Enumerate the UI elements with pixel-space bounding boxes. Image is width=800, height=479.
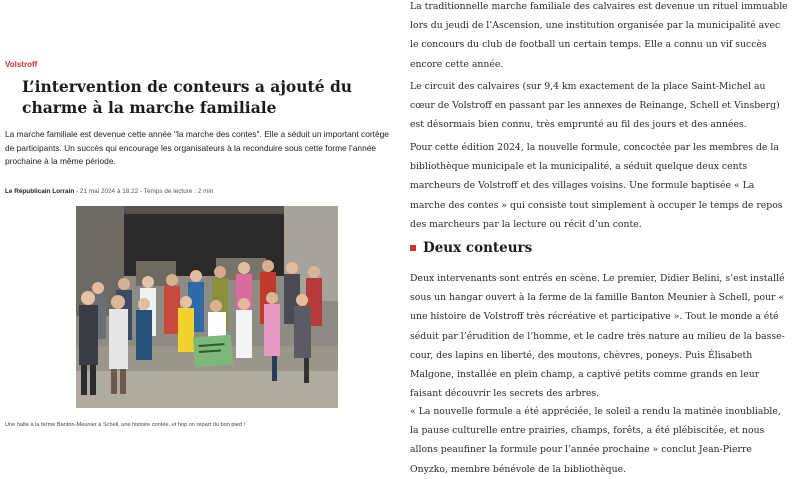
article-body-column	[402, 0, 792, 477]
subheading-text: Deux conteurs	[423, 240, 533, 256]
group-photo-image	[76, 206, 338, 408]
kicker-location[interactable]: Volstroff	[5, 60, 38, 69]
byline-meta: - 21 mai 2024 à 18:22 - Temps de lecture : 2 min	[74, 188, 214, 195]
article-header-column	[0, 0, 395, 477]
byline	[5, 188, 213, 195]
section-subheading	[410, 240, 532, 256]
article-lead: La marche familiale est devenue cette année "la marche des contes". Elle a séduit un important cortège de participants. Un succès qui encourage les organisateurs à la reconduire sous cette forme l’année prochaine à la même période.	[5, 129, 389, 167]
article-photo[interactable]	[76, 206, 338, 408]
body-paragraph-3: Pour cette édition 2024, la nouvelle formule, concoctée par les membres de la bibliothèque municipale et la municipalité, a séduit quelque deux cents marcheurs de Volstroff et des villages voisins. Une formule baptisée « La marche des contes » qui consiste tout simplement à occuper le temps de repos des marcheurs par la lecture ou récit d’un conte.	[410, 142, 783, 230]
photo-caption: Une halte à la ferme Banton-Meunier à Schell, une histoire contée, et hop on repart du bon pied !	[5, 422, 246, 428]
body-paragraph-1: La traditionnelle marche familiale des calvaires est devenue un rituel immuable lors du jeudi de l’Ascension, une institution organisée par la municipalité avec le concours du club de football un certain temps. Elle a connu un vif succès encore cette année.	[410, 1, 788, 70]
body-paragraph-2: Le circuit des calvaires (sur 9,4 km exactement de la place Saint-Michel au cœur de Volstroff en passant par les annexes de Reinange, Schell et Vinsberg) est désormais bien connu, très emprunté au fil des jours et des années.	[410, 81, 780, 131]
red-square-icon	[410, 245, 416, 251]
article-title: L’intervention de conteurs a ajouté du charme à la marche familiale	[22, 77, 353, 117]
byline-source[interactable]: Le Républicain Lorrain	[5, 188, 75, 195]
body-paragraph-5: « La nouvelle formule a été appréciée, le soleil a rendu la matinée inoubliable, la pause culturelle entre prairies, champs, forêts, a été plébiscitée, et nous allons peaufiner la formule pour l’année prochaine » conclut Jean-Pierre Onyzko, membre bénévole de la bibliothèque.	[410, 406, 781, 475]
body-paragraph-4: Deux intervenants sont entrés en scène. Le premier, Didier Belini, s’est installé sous un hangar ouvert à la ferme de la famille Banton Meunier à Schell, pour « une histoire de Volstroff très récréative et participative ». Tout le monde a été séduit par l’érudition de l’homme, et le cadre très nature au milieu de la basse-cour, des lapins en liberté, des moutons, chèvres, poneys. Puis Élisabeth Malgone, installée en plein champ, a captivé petits comme grands en leur faisant découvrir les secrets des arbres.	[410, 273, 785, 400]
